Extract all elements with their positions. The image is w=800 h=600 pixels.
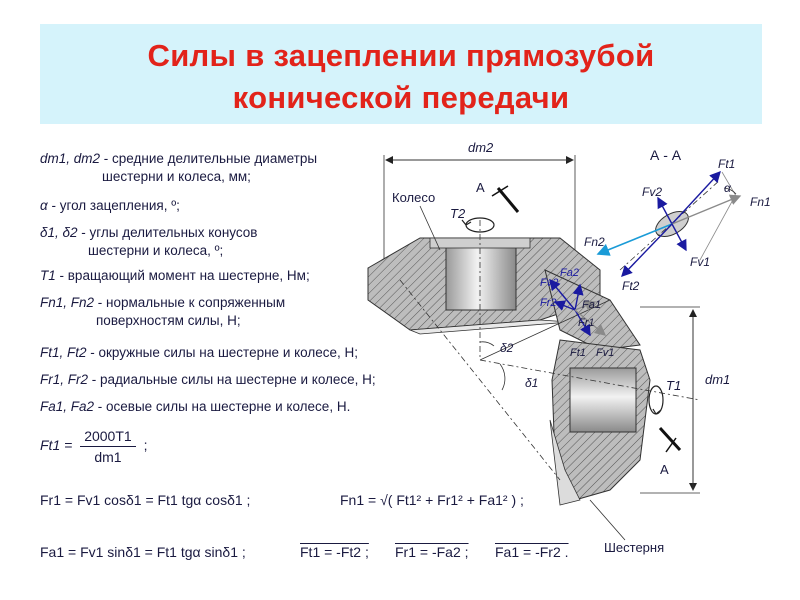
label-dm1: dm1 (705, 372, 731, 387)
formula-ft1-end: ; (143, 437, 148, 454)
label-fr1-mesh: Fr1 (578, 317, 595, 329)
legend-symbol: α (40, 198, 48, 213)
label-fr2-mesh: Fr2 (540, 297, 557, 309)
label-alpha: α (724, 181, 731, 195)
legend-symbol: δ1, δ2 (40, 225, 78, 240)
label-a-bottom: А (660, 462, 669, 477)
label-ft1-mesh: Ft1 (570, 347, 586, 359)
label-ft1-section: Ft1 (718, 157, 736, 171)
formula-equality-axial: Fa1 = -Fr2 . (495, 544, 569, 560)
label-fa1-mesh: Fa1 (582, 299, 601, 311)
legend-text: - окружные силы на шестерне и колесе, Н; (86, 345, 359, 360)
formula-fn1: Fn1 = √( Ft1² + Fr1² + Fa1² ) ; (340, 492, 524, 508)
label-t1: T1 (666, 378, 682, 393)
formula-equality-tangential: Ft1 = -Ft2 ; (300, 544, 369, 560)
legend-text: - нормальные к сопряженным (94, 295, 286, 310)
torque-t2 (450, 206, 494, 232)
section-marker-bottom (660, 428, 680, 477)
legend-text: - радиальные силы на шестерне и колесе, Н; (88, 372, 376, 387)
label-fn2-section: Fn2 (584, 235, 605, 249)
legend-text-cont: шестерни и колеса, º; (88, 243, 224, 258)
label-pinion: Шестерня (604, 540, 665, 555)
formula-ft1-denominator: dm1 (94, 449, 122, 465)
legend-text: - углы делительных конусов (77, 225, 258, 240)
pinion-hub (570, 368, 636, 432)
legend-text: - осевые силы на шестерне и колесе, Н. (94, 399, 351, 414)
legend-text-cont: поверхностям силы, Н; (96, 313, 241, 328)
page-title-line-2: конической передачи (232, 80, 570, 115)
label-fa2-mesh: Fa2 (560, 267, 579, 279)
legend-symbol: Ft1, Ft2 (40, 345, 87, 360)
formula-ft1-numerator: 2000T1 (80, 428, 135, 447)
label-fv1-section: Fv1 (690, 255, 711, 269)
label-fv2-section: Fv2 (642, 185, 663, 199)
label-fv2-mesh: Fv2 (540, 277, 559, 289)
legend-text: - вращающий момент на шестерне, Нм; (55, 268, 310, 283)
formula-equality-radial: Fr1 = -Fa2 ; (395, 544, 469, 560)
legend-symbol: T1 (40, 268, 56, 283)
legend-symbol: Fr1, Fr2 (40, 372, 89, 387)
section-marker-top (476, 180, 518, 212)
label-ft2-section: Ft2 (622, 279, 640, 293)
legend-text: - средние делительные диаметры (100, 151, 318, 166)
pinion-body (550, 340, 664, 555)
legend-symbol: Fa1, Fa2 (40, 399, 95, 414)
label-fv1-mesh: Fv1 (596, 347, 615, 359)
dimension-dm1 (640, 307, 730, 493)
section-aa (584, 147, 771, 293)
legend-symbol: Fn1, Fn2 (40, 295, 95, 310)
formula-fa1: Fa1 = Fv1 sinδ1 = Ft1 tgα sinδ1 ; (40, 544, 246, 560)
label-fn1-section: Fn1 (750, 195, 771, 209)
label-wheel: Колесо (392, 190, 436, 205)
label-delta2: δ2 (500, 341, 514, 355)
page-title-line-1: Силы в зацеплении прямозубой (147, 38, 655, 73)
label-a-top: А (476, 180, 485, 195)
label-section-aa: А - А (650, 147, 682, 163)
legend-text: - угол зацепления, º; (47, 198, 180, 213)
legend-symbol: dm1, dm2 (40, 151, 101, 166)
wheel-hub (446, 242, 516, 310)
formula-ft1-lhs: Ft1 = (40, 437, 73, 454)
label-t2: T2 (450, 206, 466, 221)
label-dm2: dm2 (468, 140, 494, 155)
formula-fr1: Fr1 = Fv1 cosδ1 = Ft1 tgα cosδ1 ; (40, 492, 251, 508)
label-delta1: δ1 (525, 376, 539, 390)
legend-text-cont: шестерни и колеса, мм; (102, 169, 251, 184)
